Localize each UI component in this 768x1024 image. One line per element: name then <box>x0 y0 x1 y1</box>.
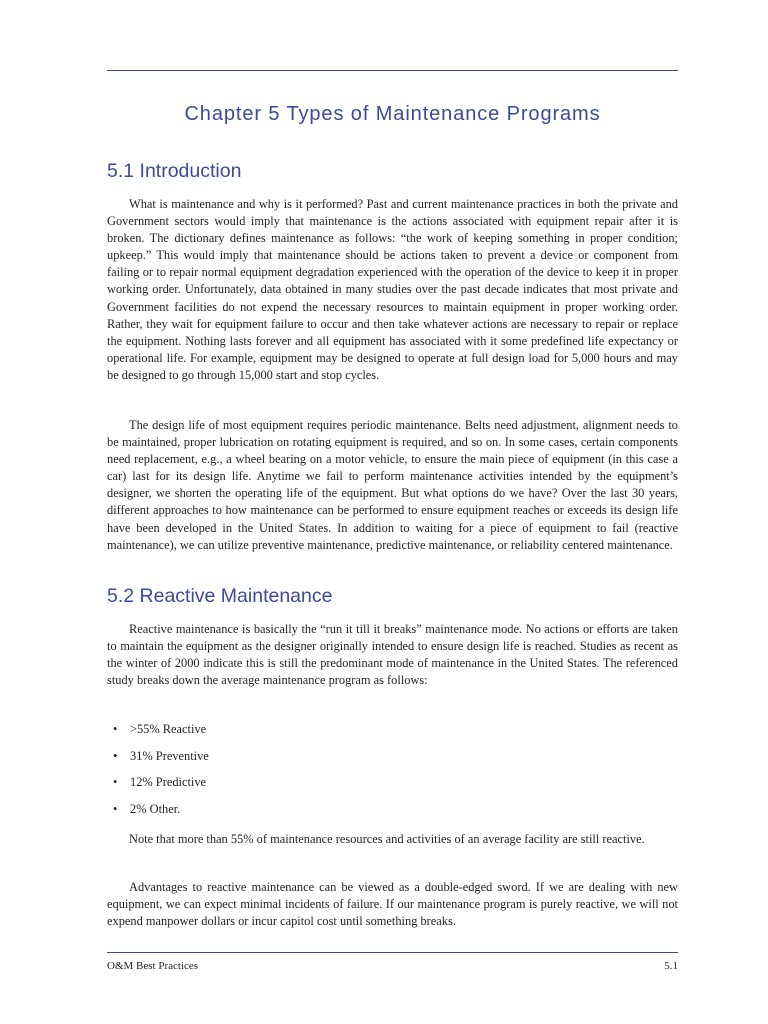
reactive-paragraph-3: Advantages to reactive maintenance can be viewed as a double-edged sword. If we are dealing with new equipment, we can expect minimal incidents of failure. If our maintenance program is purely reactive, we will not expend manpower dollars or incur capitol cost until something breaks. <box>107 880 678 929</box>
bullet-icon: • <box>113 801 118 816</box>
list-item <box>113 748 209 775</box>
footer-document-title: O&M Best Practices <box>107 960 199 972</box>
section-heading-introduction: 5.1 Introduction <box>107 160 242 182</box>
chapter-title: Chapter 5 Types of Maintenance Programs <box>184 103 601 125</box>
top-rule <box>107 70 678 71</box>
list-item-text: 2% Other. <box>130 801 181 816</box>
reactive-paragraph-2: Note that more than 55% of maintenance resources and activities of an average facility are still reactive. <box>129 832 645 846</box>
footer-page-number: 5.1 <box>664 960 678 972</box>
list-item-text: >55% Reactive <box>130 722 207 736</box>
intro-paragraph-2: The design life of most equipment requires periodic maintenance. Belts need adjustment, alignment needs to be maintained, proper lubrication on rotating equipment is required, and so on. In some cases, certain components need replacement, e.g., a wheel bearing on a motor vehicle, to ensure the main piece of equipment (in this case a car) last for its design life. Anytime we fail to perform maintenance activities intended by the equipment’s designer, we shorten the operating life of the equipment. But what options do we have? Over the last 30 years, different approaches to how maintenance can be performed to ensure equipment reaches or exceeds its design life have been developed in the United States. In addition to waiting for a piece of equipment to fail (reactive maintenance), we can utilize preventive maintenance, predictive maintenance, or reliability centered maintenance. <box>107 418 678 552</box>
intro-paragraph-1: What is maintenance and why is it performed? Past and current maintenance practices in both the private and Government sectors would imply that maintenance is the actions associated with equipment repair after it is broken. The dictionary defines maintenance as follows: “the work of keeping something in proper condition; upkeep.” This would imply that maintenance should be actions taken to prevent a device or component from failing or to repair normal equipment degradation experienced with the operation of the device to keep it in proper working order. Unfortunately, data obtained in many studies over the past decade indicates that most private and Government facilities do not expend the necessary resources to maintain equipment in proper working order. Rather, they wait for equipment failure to occur and then take whatever actions are necessary to repair or replace the equipment. Nothing lasts forever and all equipment has associated with it some predefined life expectancy or operational life. For example, equipment may be designed to operate at full design load for 5,000 hours and may be designed to go through 15,000 start and stop cycles. <box>107 197 678 382</box>
maintenance-breakdown-list <box>113 721 209 827</box>
list-item-text: 31% Preventive <box>130 748 209 763</box>
list-item-text: 12% Predictive <box>130 775 207 789</box>
list-item <box>113 721 209 748</box>
list-item <box>113 774 209 801</box>
bullet-icon: • <box>113 722 118 736</box>
section-heading-reactive-maintenance: 5.2 Reactive Maintenance <box>107 585 333 607</box>
bullet-icon: • <box>113 775 118 789</box>
list-item <box>113 801 209 828</box>
footer-rule <box>107 952 678 953</box>
reactive-paragraph-1: Reactive maintenance is basically the “run it till it breaks” maintenance mode. No actions or efforts are taken to maintain the equipment as the designer originally intended to ensure design life is reached. Studies as recent as the winter of 2000 indicate this is still the predominant mode of maintenance in the United States. The referenced study breaks down the average maintenance program as follows: <box>107 622 678 688</box>
bullet-icon: • <box>113 748 118 763</box>
